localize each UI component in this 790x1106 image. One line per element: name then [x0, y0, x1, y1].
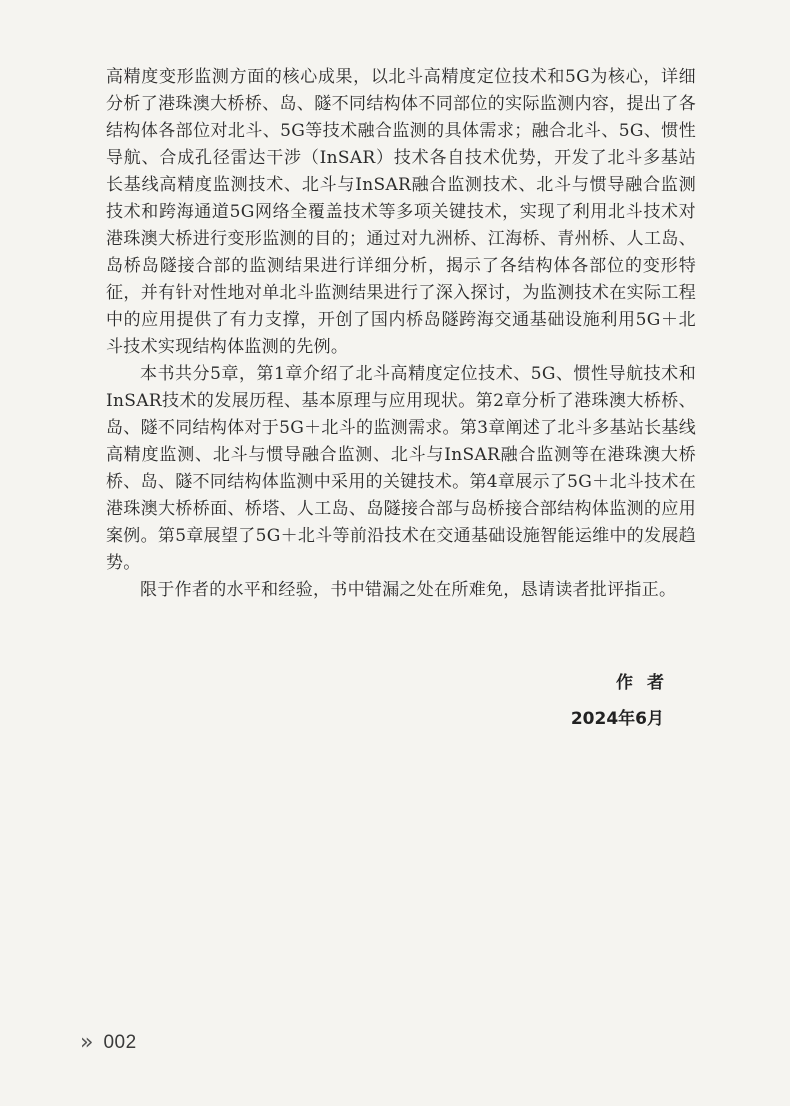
signature-date: 2024年6月 [570, 709, 664, 729]
signature-block [570, 669, 678, 733]
signature-author: 作者 [616, 673, 678, 693]
paragraph-chapter-overview: 本书共分5章，第1章介绍了北斗高精度定位技术、5G、惯性导航技术和InSAR技术的发展历程、基本原理与应用现状。第2章分析了港珠澳大桥桥、岛、隧不同结构体对于5G＋北斗的监测需求。第3章阐述了北斗多基站长基线高精度监测、北斗与惯导融合监测、北斗与InSAR融合监测等在港珠澳大桥桥、岛、隧不同结构体监测中采用的关键技术。第4章展示了5G＋北斗技术在港珠澳大桥桥面、桥塔、人工岛、岛隧接合部与岛桥接合部结构体监测的应用案例。第5章展望了5G＋北斗等前沿技术在交通基础设施智能运维中的发展趋势。 [106, 364, 696, 573]
page-footer [80, 1032, 137, 1054]
paragraph-continued: 高精度变形监测方面的核心成果，以北斗高精度定位技术和5G为核心，详细分析了港珠澳大桥桥、岛、隧不同结构体不同部位的实际监测内容，提出了各结构体各部位对北斗、5G等技术融合监测的具体需求；融合北斗、5G、惯性导航、合成孔径雷达干涉（InSAR）技术各自技术优势，开发了北斗多基站长基线高精度监测技术、北斗与InSAR融合监测技术、北斗与惯导融合监测技术和跨海通道5G网络全覆盖技术等多项关键技术，实现了利用北斗技术对港珠澳大桥进行变形监测的目的；通过对九洲桥、江海桥、青州桥、人工岛、岛桥岛隧接合部的监测结果进行详细分析，揭示了各结构体各部位的变形特征，并有针对性地对单北斗监测结果进行了深入探讨，为监测技术在实际工程中的应用提供了有力支撑，开创了国内桥岛隧跨海交通基础设施利用5G＋北斗技术实现结构体监测的先例。 [106, 67, 696, 357]
double-chevron-right-icon: » [80, 1030, 94, 1055]
page-number: 002 [103, 1032, 137, 1053]
paragraph-closing-remark: 限于作者的水平和经验，书中错漏之处在所难免，恳请读者批评指正。 [140, 580, 677, 600]
preface-body [106, 64, 696, 604]
